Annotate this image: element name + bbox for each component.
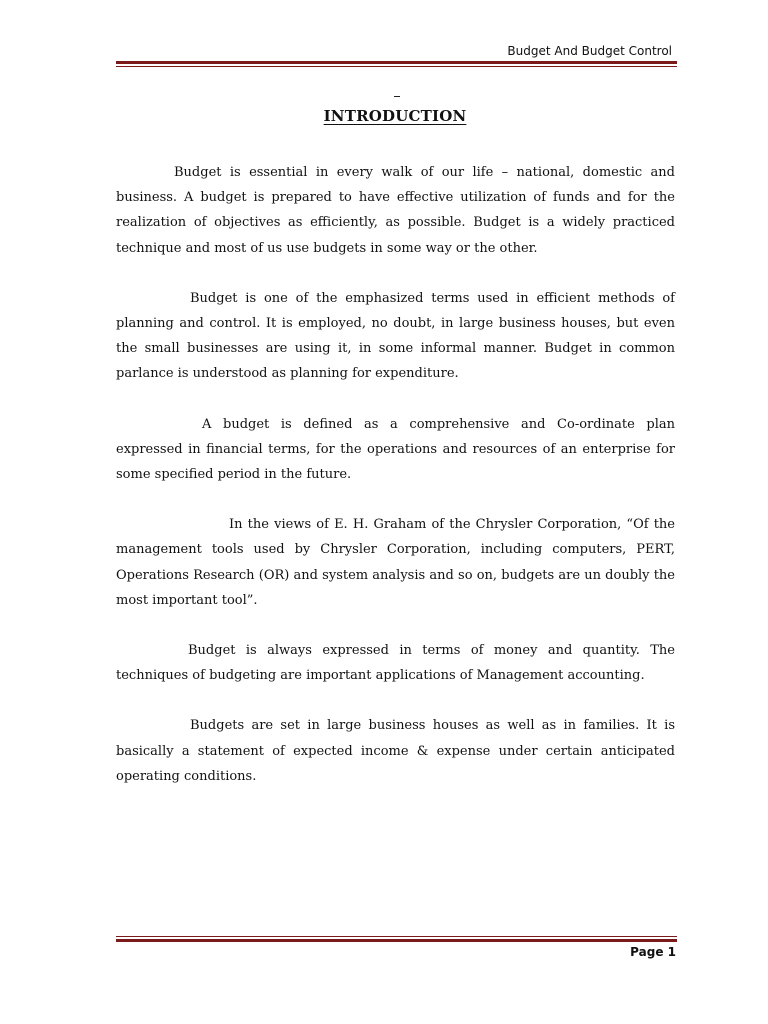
paragraph-5: Budget is always expressed in terms of money and quantity. The techniques of budgeting are important applications of Management accounting. — [116, 643, 675, 684]
page-number: Page 1 — [630, 945, 676, 959]
body-text — [116, 160, 675, 814]
paragraph-6: Budgets are set in large business houses as well as in families. It is basically a statement of expected income & expense under certain anticipated operating conditions. — [116, 718, 675, 784]
page-title: INTRODUCTION — [323, 107, 467, 125]
paragraph-3: A budget is defined as a comprehensive and Co-ordinate plan expressed in financial terms, for the operations and resources of an enterprise for some specified period in the future. — [116, 416, 675, 483]
paragraph-1: Budget is essential in every walk of our life – national, domestic and business. A budget is prepared to have effective utilization of funds and for the realization of objectives as efficiently, as possible. Budget is a widely practiced technique and most of us use budgets in some way or the other. — [116, 165, 675, 256]
footer-divider — [116, 936, 677, 942]
stray-dash-mark — [394, 96, 400, 97]
header-title: Budget And Budget Control — [507, 44, 672, 58]
paragraph-4: In the views of E. H. Graham of the Chrysler Corporation, “Of the management tools used by Chrysler Corporation, including computers, PERT, Operations Research (OR) and system analysis and so on, budgets are un doubly the most important tool”. — [116, 517, 675, 608]
header-divider — [116, 61, 677, 67]
paragraph-2: Budget is one of the emphasized terms used in efficient methods of planning and control. It is employed, no doubt, in large business houses, but even the small businesses are using it, in some informal manner. Budget in common parlance is understood as planning for expenditure. — [116, 290, 675, 382]
